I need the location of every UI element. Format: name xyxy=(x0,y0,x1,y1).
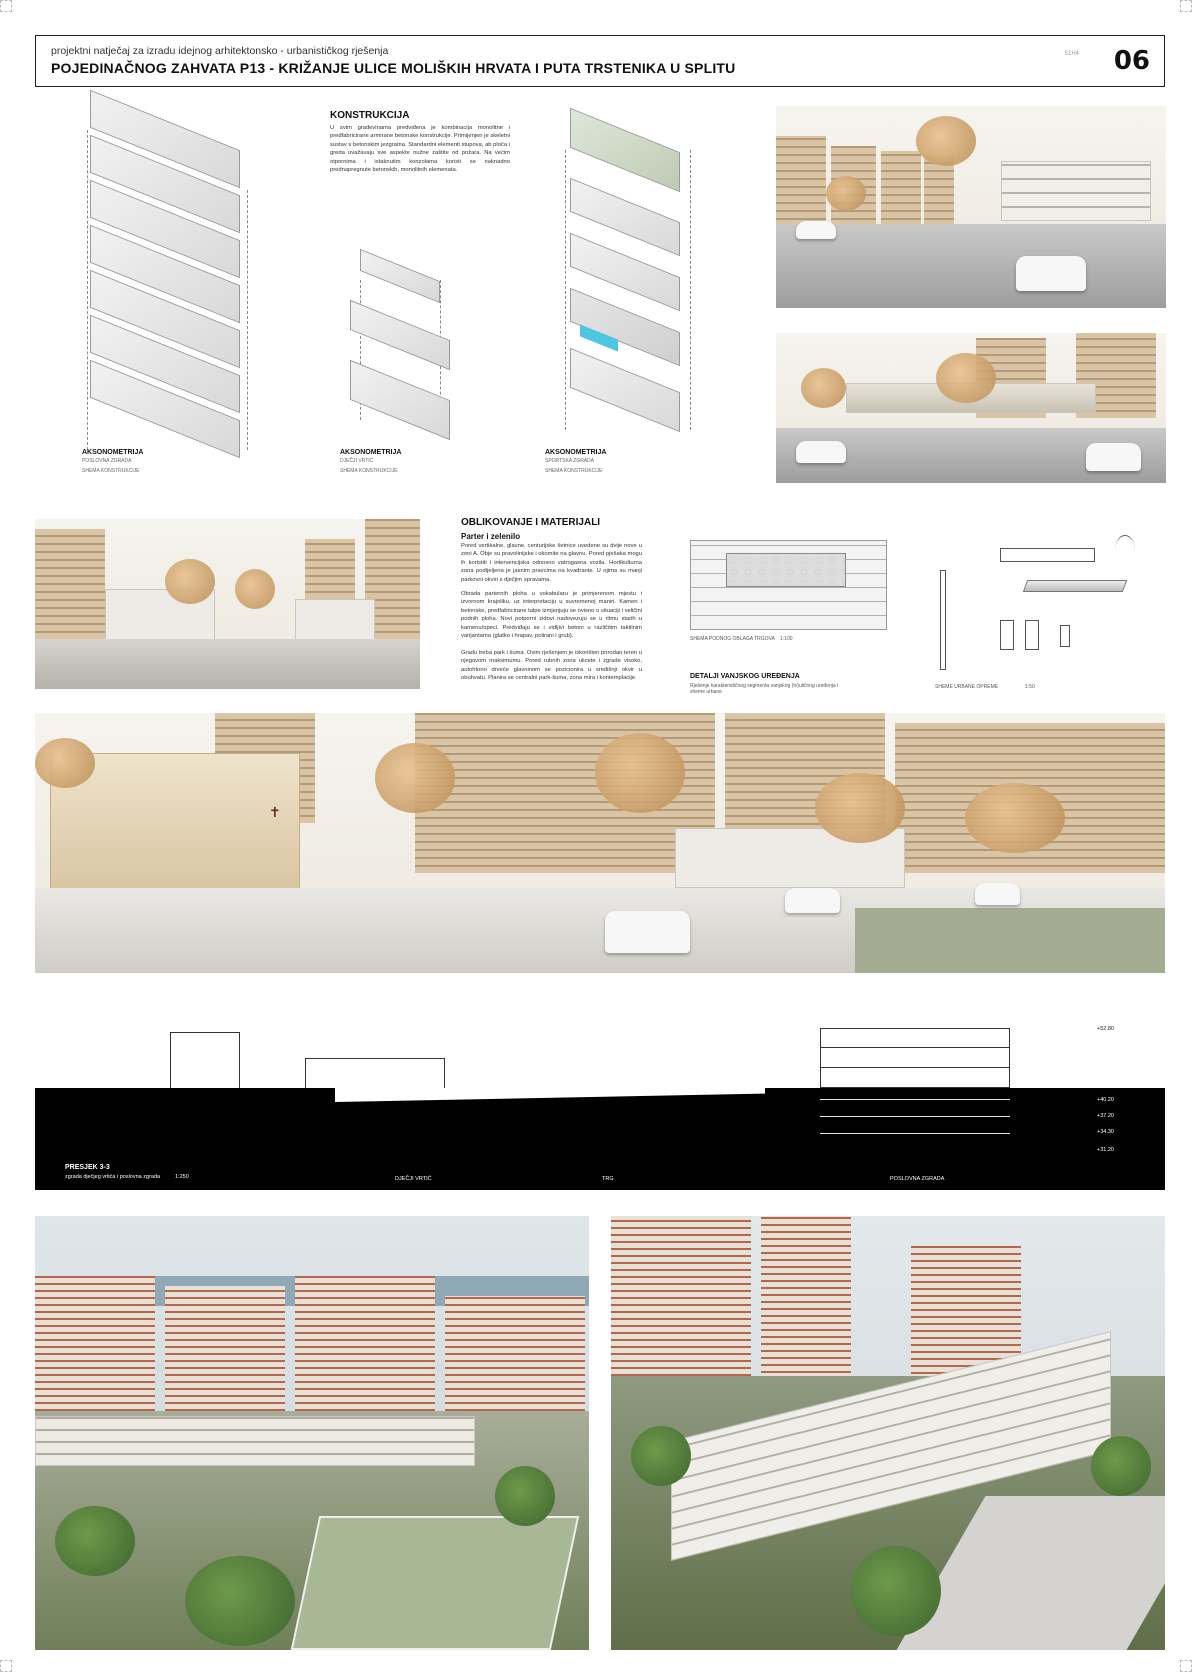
stone-mosaic-inlay xyxy=(726,553,846,587)
lamp-post-drawing xyxy=(940,570,946,670)
sheet-code: 51H4 xyxy=(1064,51,1079,57)
render-sports-building xyxy=(776,333,1166,483)
axonometry-1-subtitle: POSLOVNA ZGRADA xyxy=(82,458,132,464)
details-title: DETALJI VANJSKOG UREĐENJA xyxy=(690,673,800,680)
oblikovanje-paragraph-3: Gradu treba park i šuma. Ovim rješenjem je iskorišten prirodan teren u njegovom maksimumu. Pored rubnih zona ulicete i zgrade visoko, autohtono drveće glavninom se pozicionira u središnji okvir u obuhvatu. Planira se centralni park-šuma, zona mira i kontemplacije. xyxy=(461,650,642,682)
bin-elevation xyxy=(1000,620,1014,650)
bollard-elevation xyxy=(1060,625,1070,647)
oblikovanje-subtitle: Parter i zelenilo xyxy=(461,532,521,541)
konstrukcija-title: KONSTRUKCIJA xyxy=(330,110,410,121)
level-mark: +40.20 xyxy=(1097,1097,1114,1103)
bench-perspective xyxy=(1023,580,1127,592)
zone-label: TRG xyxy=(602,1176,614,1182)
render-kindergarten-street xyxy=(35,519,420,689)
header-subtitle: projektni natječaj za izradu idejnog arhitektonsko - urbanističkog rješenja xyxy=(51,45,389,57)
axonometry-3-subtitle: SPORTSKA ZGRADA xyxy=(545,458,595,464)
furniture-caption: SHEME URBANE OPREME xyxy=(935,684,999,690)
render-aerial-office-parking xyxy=(611,1216,1165,1650)
office-upper-outline xyxy=(820,1028,1010,1088)
oblikovanje-paragraph-1: Pored vertikalne, glavne, centurijske šetnice uvedene su dvije nove u zoni A. Obje su pravolinijske i okomite na glavnu. Pored pješaka mogu ih koristiti i intervencijska odnosno vatrogasna vozila. Hortikulturna zona podijeljena je jasnim pravcima na kvadrante. U njima su manji parkovni okviri s dječjim spravama. xyxy=(461,543,642,583)
header-title: POJEDINAČNOG ZAHVATA P13 - KRIŽANJE ULICE MOLIŠKIH HRVATA I PUTA TRSTENIKA U SPLITU xyxy=(51,60,736,76)
level-mark: +34.30 xyxy=(1097,1129,1114,1135)
paving-caption: SHEMA PODNOG OBLAGA TRGOVA xyxy=(690,636,775,642)
konstrukcija-text: U svim građevinama predviđena je kombinacija monolitne i predfabricirane armirane betonske konstrukcije. Primijenjen je skeletni sustav s betonskim jezgrama. Standardni elementi stupova, ab ploča i greda uvažavaju sve aspekte nužne zaštite od požara. Na većim otpornima i istaknutim konzolama koristi se naknadno prednapregnute betonskih, monolitnih elemenata. xyxy=(330,125,510,174)
section-title: PRESJEK 3-3 xyxy=(65,1164,110,1171)
urban-furniture-drawings xyxy=(930,530,1165,680)
axonometry-2-title: AKSONOMETRIJA xyxy=(340,449,402,456)
oblikovanje-title: OBLIKOVANJE I MATERIJALI xyxy=(461,517,601,528)
seated-figure-drawing xyxy=(1115,535,1135,565)
axonometry-office-building xyxy=(75,110,265,460)
crop-mark xyxy=(1180,0,1192,12)
kindergarten-outline xyxy=(305,1058,445,1090)
lawn-area xyxy=(855,908,1165,973)
level-mark: +52.80 xyxy=(1097,1026,1114,1032)
crop-mark xyxy=(0,0,12,12)
oblikovanje-paragraph-2: Obrada parternih ploha u vokabularu je primjerenom mjestu i izvornom krajoliku, uz interpretaciju u suvremenoj maniri. Kamen i betonske, predfabricirane talpe izmjenjuju se ovisno o situaciji i veličini podnih ploha. Novi potporni zidovi nadovezuju se u ritmu starih u kamenu/opeci. Predviđaju se i vidljivi betoni u različitim taktilnim varijantama (glatko i hrapav, polirani i grub). xyxy=(461,591,642,640)
furniture-scale: 1:50 xyxy=(1025,684,1035,690)
bin-elevation xyxy=(1025,620,1039,650)
axonometry-1-note: SHEMA KONSTRUKCIJE xyxy=(82,468,140,474)
zone-label: POSLOVNA ZGRADA xyxy=(890,1176,945,1182)
level-mark: +31.20 xyxy=(1097,1147,1114,1153)
zone-label: DJEČJI VRTIĆ xyxy=(395,1176,432,1182)
sheet-header xyxy=(35,35,1165,87)
square-slope xyxy=(335,1088,765,1102)
render-aerial-sports-court xyxy=(35,1216,589,1650)
sports-court xyxy=(291,1516,579,1650)
bench-elevation xyxy=(1000,548,1095,562)
axonometry-3-title: AKSONOMETRIJA xyxy=(545,449,607,456)
crop-mark xyxy=(0,1660,12,1672)
axonometry-2-subtitle: DJEČJI VRTIĆ xyxy=(340,458,374,464)
level-mark: +44.40 xyxy=(1097,1073,1114,1079)
paving-scale: 1:100 xyxy=(780,636,793,642)
section-drawing xyxy=(35,1000,1165,1190)
section-subtitle: zgrada dječjeg vrtića i poslovna zgrada xyxy=(65,1174,161,1180)
render-panorama-square xyxy=(35,713,1165,973)
axonometry-1-title: AKSONOMETRIJA xyxy=(82,449,144,456)
axonometry-3-note: SHEMA KONSTRUKCIJE xyxy=(545,468,603,474)
paving-pattern-drawing xyxy=(690,540,887,630)
level-mark: +37.20 xyxy=(1097,1113,1114,1119)
axonometry-kindergarten xyxy=(340,260,470,440)
level-mark: +48.60 xyxy=(1097,1050,1114,1056)
sheet-number: 06 xyxy=(1113,46,1150,76)
details-subtitle: Rješenje karakterističnog segmenta vanjskog (tv)uličnog uređenja i sheme urbane xyxy=(690,683,839,695)
axonometry-2-note: SHEMA KONSTRUKCIJE xyxy=(340,468,398,474)
cross-icon: ✝ xyxy=(269,804,281,820)
office-garage-floors xyxy=(820,1088,1010,1150)
axonometry-sports-building xyxy=(560,110,700,440)
render-street-view xyxy=(776,106,1166,308)
section-scale: 1:250 xyxy=(175,1174,189,1180)
crop-mark xyxy=(1180,1660,1192,1672)
